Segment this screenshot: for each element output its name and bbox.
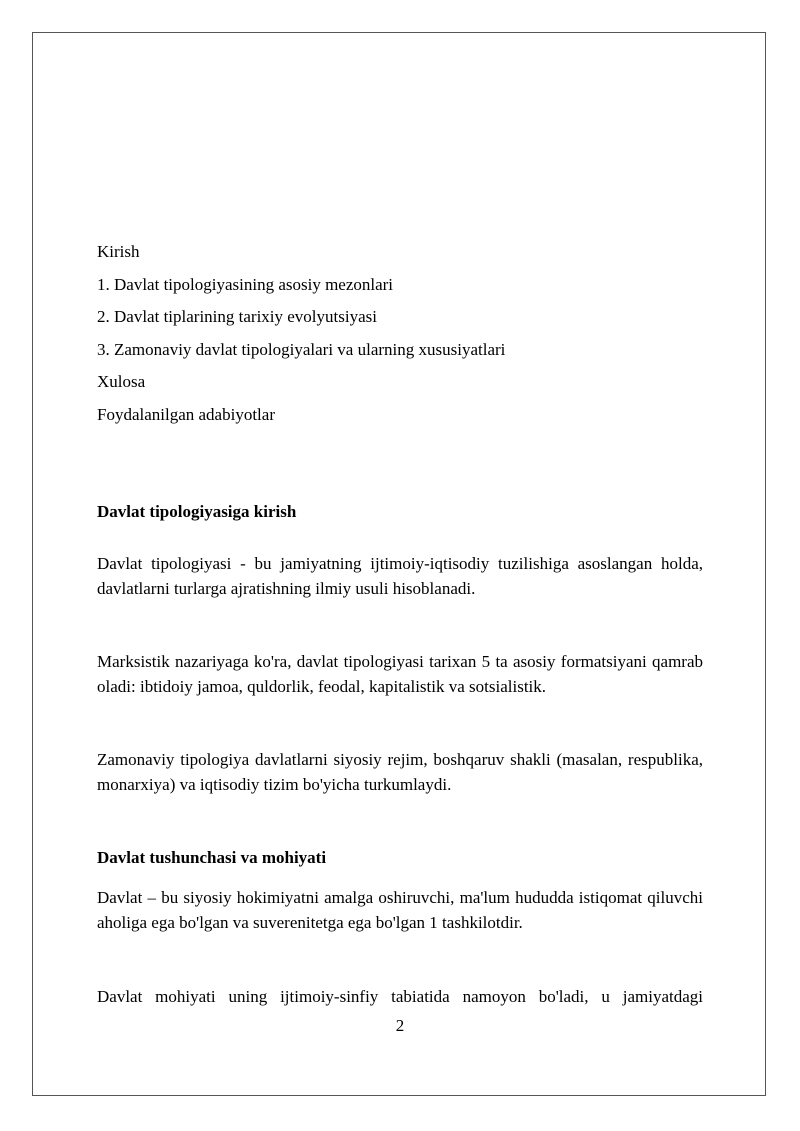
paragraph-state-essence: Davlat mohiyati uning ijtimoiy-sinfiy tabiatida namoyon bo'ladi, u jamiyatdagi (97, 987, 703, 1006)
paragraph-typology-definition: Davlat tipologiyasi - bu jamiyatning ijtimoiy-iqtisodiy tuzilishiga asoslangan holda, davlatlarni turlarga ajratishning ilmiy usuli hisoblanadi. (97, 554, 703, 598)
toc-item-chapter-1: 1. Davlat tipologiyasining asosiy mezonlari (97, 274, 394, 294)
toc-item-conclusion: Xulosa (97, 372, 146, 391)
page-number: 2 (395, 1016, 405, 1035)
toc-item-introduction: Kirish (97, 242, 140, 261)
toc-item-chapter-2: 2. Davlat tiplarining tarixiy evolyutsiyasi (97, 307, 377, 326)
toc-item-chapter-3: 3. Zamonaviy davlat tipologiyalari va ularning xususiyatlari (97, 339, 506, 359)
table-of-contents (97, 240, 707, 435)
toc-item-references: Foydalanilgan adabiyotlar (97, 404, 275, 424)
section-heading-state-concept: Davlat tushunchasi va mohiyati (97, 848, 327, 867)
paragraph-modern-typology: Zamonaviy tipologiya davlatlarni siyosiy rejim, boshqaruv shakli (masalan, respublika, monarxiya) va iqtisodiy tizim bo'yicha turkumlaydi. (97, 750, 703, 794)
section-heading-typology-intro: Davlat tipologiyasiga kirish (97, 502, 297, 521)
paragraph-state-definition: Davlat – bu siyosiy hokimiyatni amalga oshiruvchi, ma'lum hududda istiqomat qiluvchi aholiga ega bo'lgan va suverenitetga ega bo'lgan 1 tashkilotdir. (97, 888, 703, 932)
paragraph-marxist-theory: Marksistik nazariyaga ko'ra, davlat tipologiyasi tarixan 5 ta asosiy formatsiyani qamrab oladi: ibtidoiy jamoa, quldorlik, feodal, kapitalistik va sotsialistik. (97, 652, 703, 696)
